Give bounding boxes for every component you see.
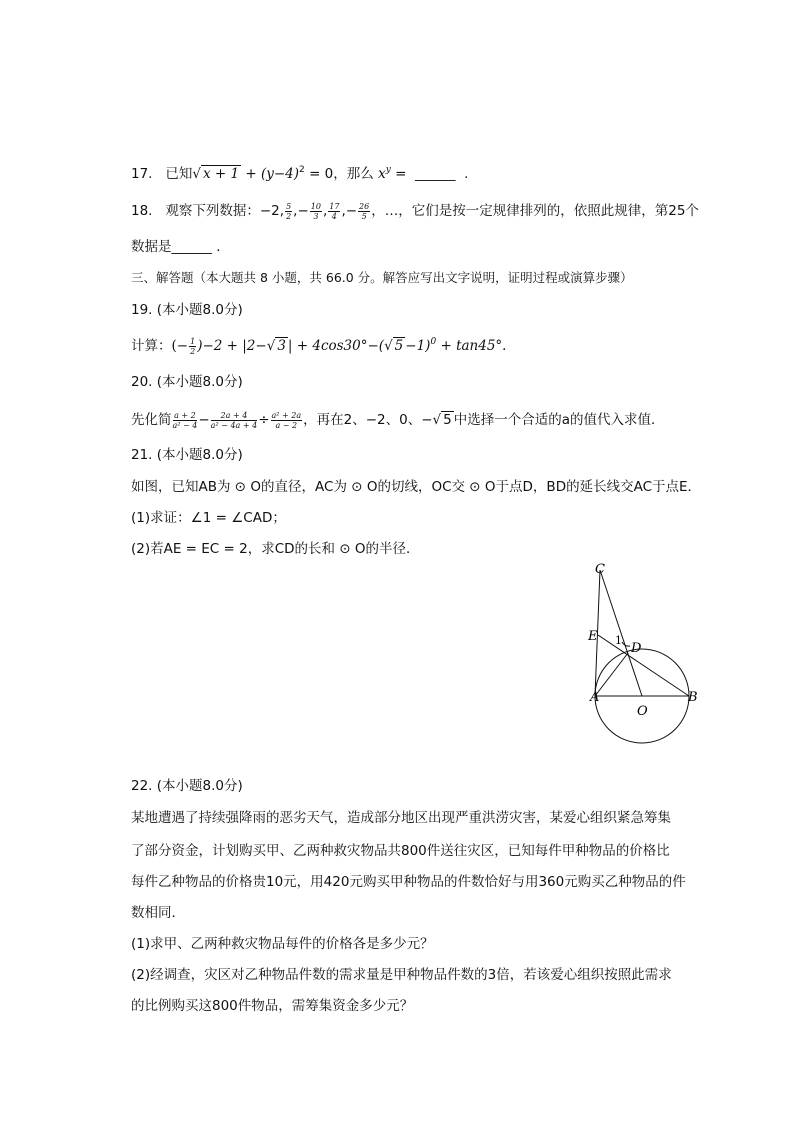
q22-text-line: 某地遭遇了持续强降雨的恶劣天气，造成部分地区出现严重洪涝灾害，某爱心组织紧急筹集 <box>131 810 671 826</box>
q19-r3: 3 <box>277 338 286 354</box>
q20-frac3 <box>271 411 303 430</box>
q18-line <box>131 201 699 221</box>
q22-header: 22. (本小题8.0分) <box>131 778 243 794</box>
q18-lead: 观察下列数据：−2, <box>165 203 285 219</box>
q19-lead: 计算：(− <box>131 338 189 354</box>
q21-stem: 如图，已知AB为 ⊙ O的直径，AC为 ⊙ O的切线，OC交 ⊙ O于点D，BD的延长线交AC于点E． <box>131 479 702 495</box>
q17-blank: ______ <box>415 166 456 182</box>
sqrt-sign-icon: √ <box>384 338 393 354</box>
sqrt-sign-icon: √ <box>266 338 276 354</box>
q17-exp: 2 <box>299 165 305 175</box>
segment-be <box>598 635 689 696</box>
section-heading: 三、解答题（本大题共 8 小题，共 66.0 分。解答应写出文字说明，证明过程或演算步骤） <box>131 270 633 285</box>
q18-sign: ,− <box>341 203 358 219</box>
q18-sign: , <box>322 203 328 219</box>
frac-num: 26 <box>359 201 370 211</box>
q22-text-line: 每件乙种物品的价格贵10元，用420元购买甲种物品的件数恰好与用360元购买乙种物品的件 <box>131 874 686 890</box>
frac-num: 5 <box>286 201 292 211</box>
q22-part2-line: (2)经调查，灾区对乙种物品件数的需求量是甲种物品件数的3倍，若该爱心组织按照此需求 <box>131 967 672 983</box>
q17-mid: + (y−4) <box>245 166 300 182</box>
q17-lead: 已知 <box>165 166 193 182</box>
q18-sign: ,− <box>293 203 309 219</box>
q19-t1: + |2− <box>222 338 267 354</box>
q20-r5: 5 <box>443 412 452 428</box>
frac-num: a + 2 <box>174 410 196 420</box>
q18-fraction <box>310 202 322 221</box>
frac-den: a² − 4a + 4 <box>210 420 258 430</box>
q22-part1: (1)求甲、乙两种救灾物品每件的价格各是多少元？ <box>131 936 434 952</box>
q21-header: 21. (本小题8.0分) <box>131 447 243 463</box>
q19-t4: + tan45°. <box>436 338 507 354</box>
label-e: E <box>588 629 598 644</box>
label-o: O <box>637 704 648 719</box>
q20-expression <box>131 410 665 430</box>
angle-1-mark <box>622 642 630 646</box>
frac-num: a² + 2a <box>271 410 302 420</box>
segment-oc <box>600 570 642 696</box>
q19-expression <box>131 336 506 358</box>
q19-t2: | + 4cos30°−( <box>287 338 385 354</box>
q17-eq: = 0，那么 <box>309 166 374 182</box>
frac-num: 10 <box>310 201 321 211</box>
label-d: D <box>631 641 642 656</box>
frac-den: 2 <box>190 347 196 356</box>
frac-den: 4 <box>331 211 337 221</box>
q20-div: ÷ <box>258 412 270 428</box>
q18-number: 18. <box>131 203 153 219</box>
q19-zero-exp: 0 <box>430 337 437 347</box>
q17-line <box>131 164 468 186</box>
q20-tail2: 中选择一个合适的a的值代入求值． <box>453 412 665 428</box>
q17-power-exp: y <box>385 165 391 175</box>
q18-fraction <box>285 202 292 221</box>
frac-den: 3 <box>313 211 319 221</box>
q20-header: 20. (本小题8.0分) <box>131 374 243 390</box>
q20-tail: ，再在2、−2、0、− <box>303 412 433 428</box>
q22-part2-line: 的比例购买这800件物品，需筹集资金多少元？ <box>131 998 414 1014</box>
q17-eq2: = <box>395 166 407 182</box>
geometry-figure <box>578 558 718 748</box>
q20-lead: 先化简 <box>131 412 172 428</box>
q21-part2: (2)若AE = EC = 2，求CD的长和 ⊙ O的半径． <box>131 541 420 557</box>
q17-power-base: x <box>378 166 386 182</box>
label-b: B <box>688 690 698 705</box>
q19-exp: )−2 <box>197 338 223 354</box>
q18-fraction <box>358 202 370 221</box>
q17-end: . <box>464 166 469 182</box>
frac-num: 2a + 4 <box>211 411 258 421</box>
q20-frac2 <box>211 411 258 430</box>
q18-fraction <box>328 202 340 221</box>
q22-text-line: 了部分资金，计划购买甲、乙两种救灾物品共800件送往灾区，已知每件甲种物品的价格比 <box>131 843 670 859</box>
q22-text-line: 数相同． <box>131 905 185 921</box>
sqrt-sign-icon: √ <box>192 166 201 182</box>
frac-den: 5 <box>361 211 367 221</box>
frac-den: 2 <box>286 211 292 221</box>
frac-num: 1 <box>190 337 196 346</box>
q19-header: 19. (本小题8.0分) <box>131 302 243 318</box>
frac-den: a − 2 <box>275 420 298 430</box>
q17-radicand: x + 1 <box>202 166 240 182</box>
q19-r5: 5 <box>394 338 404 354</box>
q19-t3: −1) <box>405 338 431 354</box>
q18-tail: ，…，它们是按一定规律排列的，依照此规律，第25个 <box>371 203 699 219</box>
q18-line2: 数据是______ ． <box>131 239 230 255</box>
sqrt-sign-icon: √ <box>432 412 442 428</box>
label-c: C <box>595 562 605 577</box>
label-a: A <box>590 690 600 705</box>
frac-num: 17 <box>329 201 340 211</box>
q17-number: 17. <box>131 166 153 182</box>
q20-minus: − <box>198 412 210 428</box>
q20-frac1 <box>173 411 198 430</box>
q19-half <box>189 337 196 356</box>
q21-part1: (1)求证：∠1 = ∠CAD； <box>131 510 286 526</box>
frac-den: a² − 4 <box>172 420 198 430</box>
label-1: 1 <box>615 634 622 647</box>
